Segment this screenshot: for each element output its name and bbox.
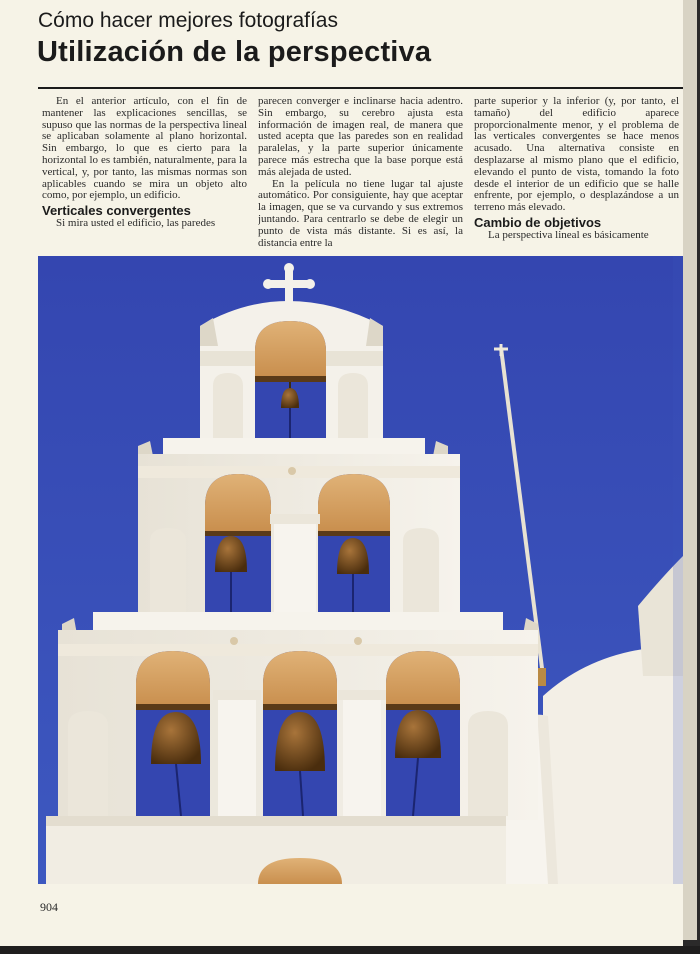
section-kicker: Cómo hacer mejores fotografías <box>38 9 338 32</box>
column-3-paragraph-2: La perspectiva lineal es básicamente <box>488 228 649 241</box>
scan-bottom-edge <box>0 946 700 954</box>
middle-tier <box>138 438 460 614</box>
text-column-1 <box>42 96 247 250</box>
article-title: Utilización de la perspectiva <box>37 36 432 68</box>
subheading-verticales: Verticales convergentes <box>42 203 191 219</box>
bottom-tier <box>46 612 538 884</box>
page-number: 904 <box>40 900 58 914</box>
text-column-2 <box>258 96 463 250</box>
text-column-3 <box>474 96 679 250</box>
column-1-paragraph-2: Si mira usted el edificio, las paredes <box>56 216 216 229</box>
top-tier <box>200 301 383 438</box>
bell-tower-photo <box>38 256 683 884</box>
adjacent-page-edge <box>683 0 700 954</box>
column-2-paragraph-2: En la película no tiene lugar tal ajuste automático. Por consiguiente, hay que aceptar la imagen, que se va curvando y sus extremos juntando. Para centrarlo se debe de elegir un punto de vista más distante. Si es así, la distancia entre la <box>258 177 463 249</box>
title-rule <box>38 87 683 89</box>
column-1-paragraph-1: En el anterior artículo, con el fin de mantener las explicaciones sencillas, se supuso que las normas de la perspectiva lineal se aplicaban solamente al plano horizontal. Sin embargo, lo que es cierto para la horizontal lo es también, naturalmente, para la vertical, y, por tanto, las mismas normas son aplicables cuando se mira un objeto alto como, por ejemplo, un edificio. <box>42 96 247 202</box>
column-3-paragraph-1: parte superior y la inferior (y, por tanto, el tamaño) del edificio aparece proporcionalmente menor, y el problema de las verticales convergentes se hace menos acusado. Una alternativa consiste en desplazarse al mismo plano que el edificio, elevando el punto de vista, tomando la foto desde el interior de un edificio que se halle enfrente, por ejemplo, o desplazándose a un terreno más elevado. <box>474 96 679 214</box>
column-2-paragraph-1: parecen converger e inclinarse hacia adentro. Sin embargo, su cerebro ajusta esta información de imagen real, de manera que usted acepta que las paredes son en realidad paralelas, y la parte superior únicamente parece más estrecha que la base porque está más alejada de usted. <box>258 96 463 178</box>
subheading-cambio: Cambio de objetivos <box>474 214 602 230</box>
